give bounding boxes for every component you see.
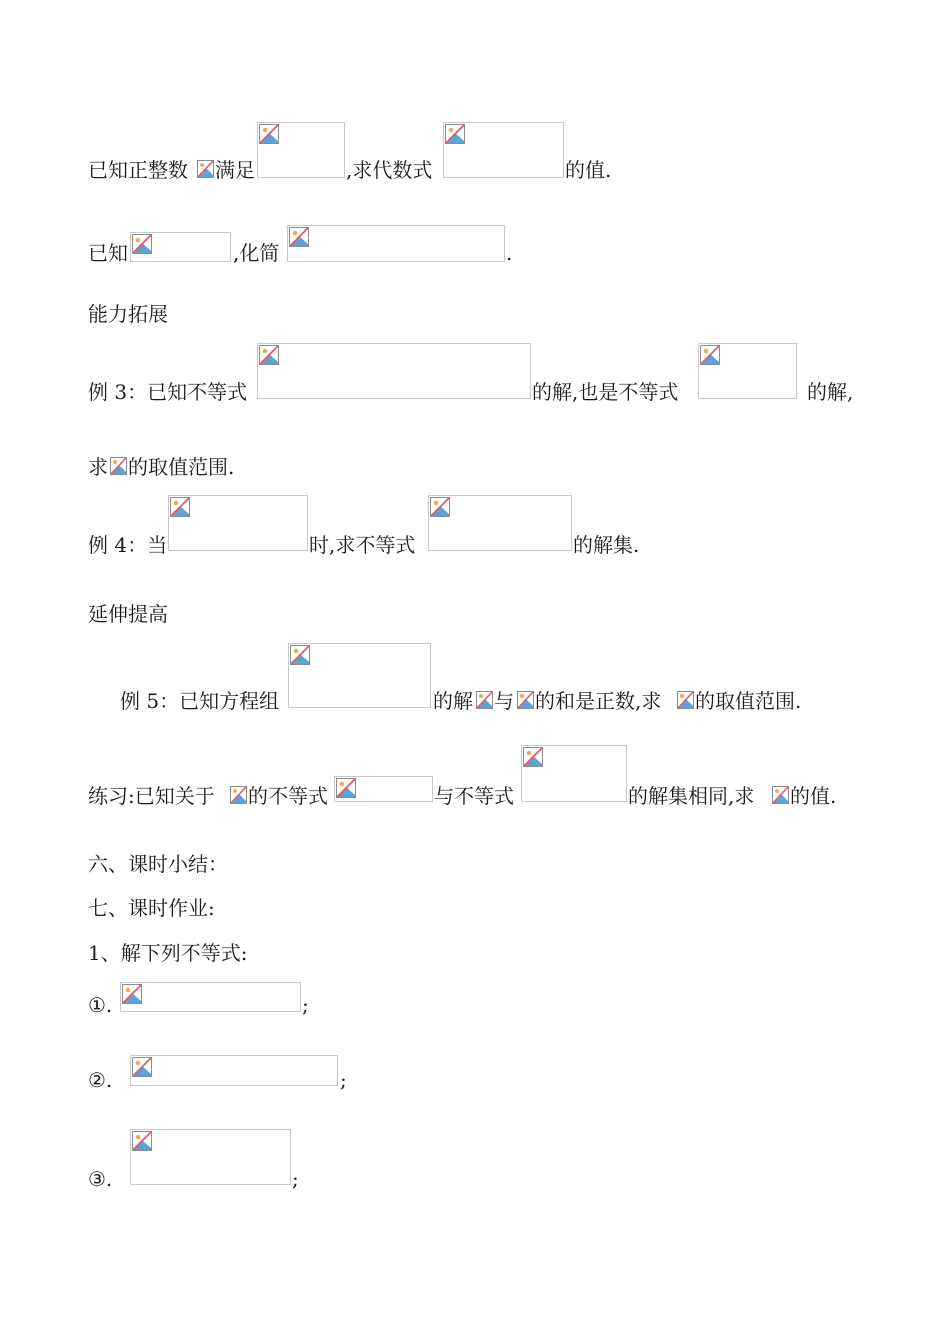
summary-title: 六、课时小结： <box>88 852 228 876</box>
broken-image-icon <box>677 691 694 709</box>
text-segment: 的解,也是不等式 <box>532 380 679 404</box>
text-segment: . <box>506 241 513 265</box>
broken-image-icon <box>700 345 720 365</box>
broken-image-icon <box>523 747 543 767</box>
text-segment: 例 3：已知不等式 <box>88 380 248 404</box>
text-segment: 的取值范围. <box>128 455 235 479</box>
text-segment: 的解 <box>433 689 473 713</box>
homework-title: 七、课时作业: <box>88 896 215 920</box>
broken-image-icon <box>476 691 493 709</box>
broken-image-icon <box>122 984 142 1004</box>
text-segment: 的解, <box>807 380 854 404</box>
section-ability-title: 能力拓展 <box>88 302 168 326</box>
homework-task-text: 1、解下列不等式: <box>88 941 248 965</box>
math-image <box>130 1055 338 1086</box>
text-segment: 时,求不等式 <box>309 533 416 557</box>
math-image <box>428 495 572 551</box>
broken-image-icon <box>445 124 465 144</box>
broken-image-icon <box>290 645 310 665</box>
math-image <box>130 232 231 262</box>
item-end: ; <box>292 1167 299 1191</box>
text-segment: 的解集相同,求 <box>628 784 755 808</box>
item-end: ; <box>302 993 309 1017</box>
text-segment: 的解集. <box>573 533 640 557</box>
text-segment: 的和是正数,求 <box>535 689 662 713</box>
text-segment: 的值. <box>790 784 837 808</box>
text-segment: 例 5：已知方程组 <box>120 689 280 713</box>
text-segment: ,化简 <box>233 241 280 265</box>
math-image <box>288 643 431 708</box>
broken-image-icon <box>170 497 190 517</box>
text-segment: 与不等式 <box>434 784 514 808</box>
math-image <box>120 982 301 1012</box>
text-segment: ,求代数式 <box>346 158 433 182</box>
math-image <box>257 122 345 178</box>
math-image <box>130 1129 291 1185</box>
item-number: ③. <box>88 1167 113 1191</box>
broken-image-icon <box>289 227 309 247</box>
broken-image-icon <box>230 786 247 804</box>
broken-image-icon <box>772 786 789 804</box>
text-segment: 的取值范围. <box>695 689 802 713</box>
broken-image-icon <box>259 345 279 365</box>
item-number: ①. <box>88 993 113 1017</box>
math-image <box>443 122 564 178</box>
text-segment: 练习:已知关于 <box>88 784 215 808</box>
text-segment: 已知正整数 <box>88 158 188 182</box>
broken-image-icon <box>517 691 534 709</box>
math-image <box>698 343 797 399</box>
text-segment: 的值. <box>565 158 612 182</box>
text-segment: 与 <box>494 689 514 713</box>
text-segment: 的不等式 <box>248 784 328 808</box>
math-image <box>257 343 531 399</box>
broken-image-icon <box>132 1057 152 1077</box>
broken-image-icon <box>259 124 279 144</box>
section-extend-title: 延伸提高 <box>88 602 168 626</box>
math-image <box>334 776 433 802</box>
text-segment: 已知 <box>88 241 128 265</box>
math-image <box>287 225 505 262</box>
item-number: ②. <box>88 1068 113 1092</box>
item-end: ; <box>340 1068 347 1092</box>
broken-image-icon <box>336 778 356 798</box>
broken-image-icon <box>430 497 450 517</box>
text-segment: 例 4：当 <box>88 533 168 557</box>
text-segment: 求 <box>88 455 108 479</box>
broken-image-icon <box>132 234 152 254</box>
text-segment: 满足 <box>215 158 255 182</box>
broken-image-icon <box>110 457 127 475</box>
math-image <box>168 495 308 551</box>
math-image <box>521 745 627 802</box>
broken-image-icon <box>197 160 214 178</box>
broken-image-icon <box>132 1131 152 1151</box>
